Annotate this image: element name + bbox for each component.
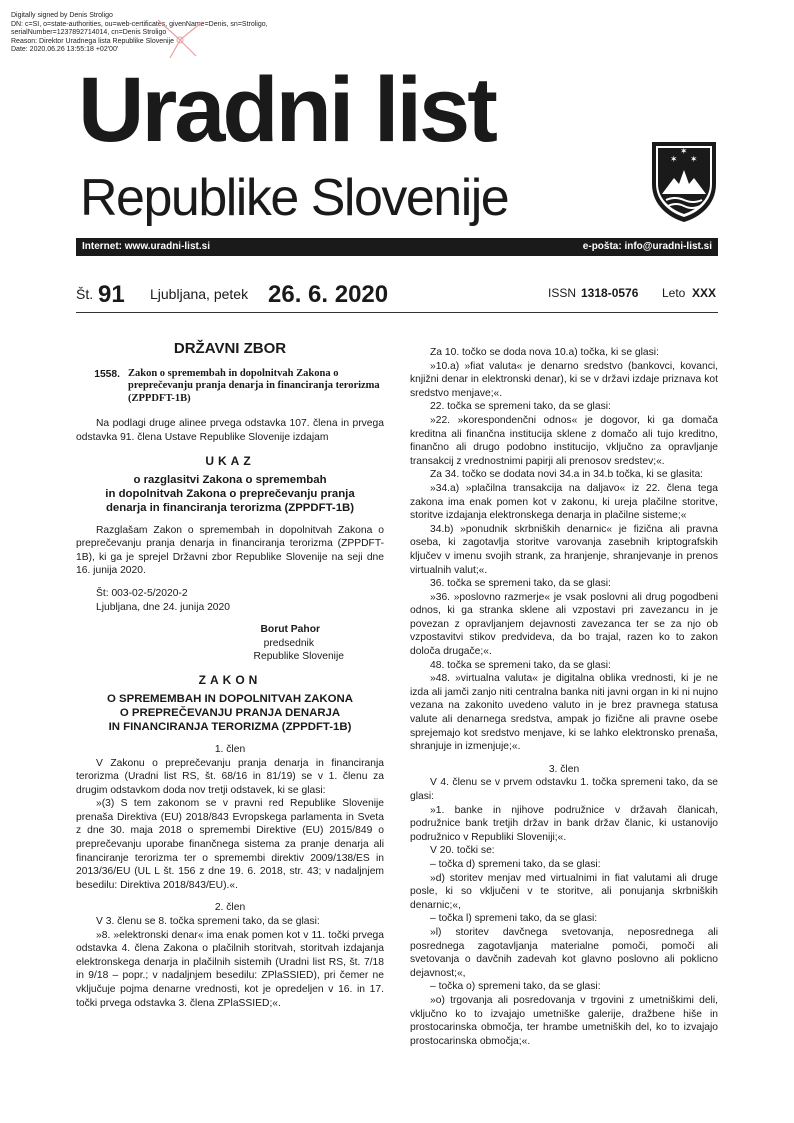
article-paragraph: V Zakonu o preprečevanju pranja denarja in financiranja terorizma (Uradni list RS, št. 68/16 in 81/19) se v 1. členu za drugim odstavkom doda nov tretji odstavek, ki se glasi: [76,757,384,796]
article-paragraph: – točka d) spremeni tako, da se glasi: [430,858,601,870]
internet-link[interactable]: Internet: www.uradni-list.si [82,241,210,252]
article-paragraph: – točka l) spremeni tako, da se glasi: [430,913,598,925]
article-paragraph: V 4. členu se v prvem odstavku 1. točka spremeni tako, da se glasi: [410,777,718,802]
proclamation-paragraph: Razglašam Zakon o spremembah in dopolnitvah Zakona o preprečevanju pranja denarja in financiranja terorizma (ZPPDFT-1B), ki ga je sprejel Državni zbor Republike Slovenije na seji dne 16. junija 2020. [76,524,384,577]
article-paragraph: V 3. členu se 8. točka spremeni tako, da se glasi: [96,916,320,928]
article-paragraph: 34.b) »ponudnik skrbniških denarnic« je fizična ali pravna oseba, ki zagotavlja storitve varovanja zasebnih kriptografskih ključev v imenu svojih strank, za hranjenje, shranjevanje in prenos virtualnih valut;«. [410,523,718,576]
signer-role: Republike Slovenije [253,651,344,663]
svg-text:✶: ✶ [690,155,698,165]
article-paragraph: »34.a) »plačilna transakcija na daljavo« iz 22. člena tega zakona ima enak pomen kot v zakonu, ki ureja plačilne storitve, storitve izdajanja elektronskega denarja in plačilne sisteme;« [410,482,718,522]
right-column [410,346,718,1048]
reference-number: Št: 003-02-5/2020-2 [96,587,188,599]
masthead-contact-bar [76,238,718,256]
signature-checkmark-icon [150,14,210,64]
signature-line: serialNumber=1237892714014, cn=Denis Stroligo [11,29,167,37]
year-number: XXX [692,286,717,300]
article-paragraph: »36. »poslovno razmerje« je vsak poslovni ali drug pogodbeni odnos, ki ga stranka sklene ali vzpostavi pri zavezancu in je povezan z opravljanjem dejavnosti zavezanca ter se za njo ob vzpostavitvi stikov predvideva, da bo trajal, razen ko to zakon določa drugače;«. [410,591,718,658]
act-title: Zakon o spremembah in dopolnitvah Zakona o preprečevanju pranja denarja in financiranja terorizma (ZPPDFT-1B) [128,367,380,404]
article-paragraph: »1. banke in njihove podružnice v državah članicah, podružnice bank tretjih držav in bank držav članic, ki ustanovijo podružnico v Republiki Sloveniji;«. [410,804,718,843]
article-paragraph: »o) trgovanja ali posredovanja v trgovini z umetniškimi deli, vključno ko to izvajajo umetniške galerije, dražbene hiše in prostocarinska območja, ter hrambe umetniških del, ko to izvajajo prostocarinska območja;«. [410,994,718,1047]
left-column [76,336,384,1010]
article-paragraph: 36. točka se spremeni tako, da se glasi: [430,578,611,590]
issue-info [76,282,718,312]
ukaz-title-line: denarja in financiranja terorizma (ZPPDFT-1B) [105,501,355,514]
issue-number-label: Št. [76,286,94,302]
article-paragraph: 22. točka se spremeni tako, da se glasi: [430,401,611,413]
email-link[interactable]: e-pošta: info@uradni-list.si [582,241,712,252]
signature-line: Digitally signed by Denis Stroligo [11,12,113,19]
signer-name: Borut Pahor [260,624,320,636]
article-paragraph: »8. »elektronski denar« ima enak pomen kot v 11. točki prvega odstavka 4. člena Zakona o plačilnih storitvah, storitvah izdajanja elektronskega denarja in plačilnih sistemih (Uradni list RS, št. 7/18 in 9/18 – popr.; v nadaljnjem besedilu: ZPlaSSIED), pri čemer ne vključuje pojma denarne vrednosti, kot je opredeljen v 16. in 17. točki prvega odstavka 3. člena ZPlaSSIED;«. [76,929,384,1009]
article-paragraph: »(3) S tem zakonom se v pravni red Republike Slovenije prenaša Direktiva (EU) 2018/843 Evropskega parlamenta in Sveta z dne 30. maja 2018 o spremembi Direktive (EU) 2015/849 o preprečevanju uporabe finančnega sistema za pranje denarja ali financiranje terorizma ter o spremembi direktiv 2009/138/ES in 2013/36/EU (UL L št. 156 z dne 19. 6. 2018, str. 43; v nadaljnjem besedilu: Direktiva 2018/843/EU).«. [76,798,384,891]
reference-date: Ljubljana, dne 24. junija 2020 [96,601,230,613]
zakon-heading: ZAKON [198,672,262,687]
issue-place-day: Ljubljana, petek [150,286,249,302]
act-entry [76,368,384,406]
signature-line: DN: c=SI, o=state-authorities, ou=web-certificates, givenName=Denis, sn=Stroligo, [11,20,268,28]
article-paragraph: »22. »korespondenčni odnos« je dogovor, ki ga domača kreditna ali finančna institucija sklene z domačo ali tujo kreditno, finančno ali drugo podobno institucijo, vključno za opravljanje transakcij z vrednostnimi papirji ali prenosov sredstev;«. [410,414,718,467]
ukaz-title-line: o razglasitvi Zakona o spremembah [133,473,327,486]
zakon-title-line: IN FINANCIRANJA TERORIZMA (ZPPDFT-1B) [108,720,352,733]
article-paragraph: »l) storitev davčnega svetovanja, neposrednega ali posrednega zagotavljanja materialne pomoči, pomoči ali svetovanja o davčnih zadevah kot glavno poslovno ali poklicno dejavnost;«, [410,926,718,979]
issue-date: 26. 6. 2020 [268,281,389,308]
article-heading: 1. člen [214,743,246,755]
digital-signature [11,12,268,55]
ukaz-title-line: in dopolnitvah Zakona o preprečevanju pranja [105,487,355,500]
article-heading: 2. člen [214,902,246,914]
article-paragraph: Za 34. točko se dodata novi 34.a in 34.b točka, ki se glasita: [430,469,704,481]
issn-label: ISSN [548,286,577,300]
act-number: 1558. [94,368,120,380]
signature-line: Reason: Direktor Uradnega lista Republike Slovenije [11,37,175,45]
year-label: Leto [662,286,686,300]
coat-of-arms-icon [650,140,718,224]
zakon-title-line: O SPREMEMBAH IN DOPOLNITVAH ZAKONA [107,692,353,705]
header-rule [76,312,718,313]
article-paragraph: – točka o) spremeni tako, da se glasi: [430,981,601,993]
article-paragraph: »d) storitev menjav med virtualnimi in fiat valutami ali druge posle, ki so vključeni v te storitve, ali ponujanja skrbniških denarnic;«, [410,872,718,911]
svg-text:✶: ✶ [670,155,678,165]
signer-block [76,623,384,664]
issue-number: 91 [98,281,125,308]
signature-line: Date: 2020.06.26 13:55:18 +02'00' [11,46,119,54]
ukaz-heading: UKAZ [205,453,255,468]
article-paragraph: V 20. točki se: [430,845,495,857]
zakon-title-line: O PREPREČEVANJU PRANJA DENARJA [119,706,341,719]
article-paragraph: 48. točka se spremeni tako, da se glasi: [430,659,611,671]
masthead-title: Uradni list [78,59,495,161]
intro-paragraph: Na podlagi druge alinee prvega odstavka 107. člena in prvega odstavka 91. člena Ustave Republike Slovenije izdajam [76,418,384,443]
masthead-subtitle: Republike Slovenije [80,169,509,227]
article-heading: 3. člen [548,763,580,775]
signer-role: predsednik [263,637,314,649]
article-paragraph: Za 10. točko se doda nova 10.a) točka, ki se glasi: [430,347,659,358]
article-paragraph: »10.a) »fiat valuta« je denarno sredstvo (bankovci, kovanci, knjižni denar in elektronski denar), ki se v državi izdaje priznava kot sredstvo menjave;«. [410,360,718,399]
svg-text:✶: ✶ [680,147,688,157]
issn-number: 1318-0576 [581,286,639,300]
section-heading: DRŽAVNI ZBOR [173,340,287,357]
article-paragraph: »48. »virtualna valuta« je digitalna oblika vrednosti, ki je ne izda ali jamči zanjo niti centralna banka niti javni organ in ki ni nujno vezana na zakonito uvedeno valuto in je brez pravnega statusa valute ali denarnega sredstva, ampak jo fizične ali pravne osebe sprejemajo kot sredstvo menjave, ki se lahko elektronsko prenaša, shranjuje in izmenjuje;«. [410,673,718,753]
